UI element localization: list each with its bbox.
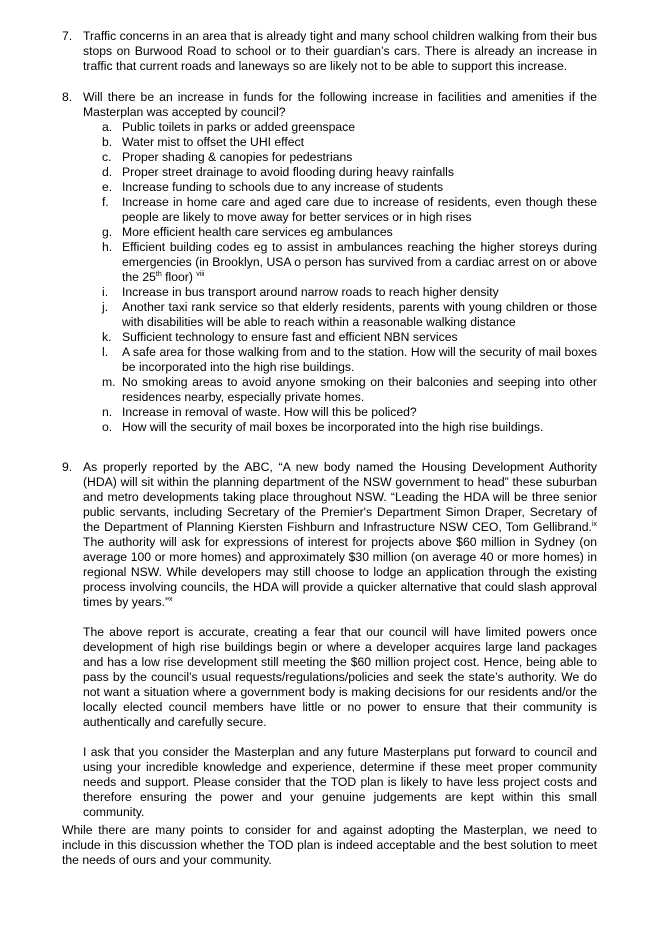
item-text: Traffic concerns in an area that is already tight and many school children walking from their bus stops on Burwood Road to school or to their guardian’s cars. There is already an increase in traffic that current roads and laneways so are likely not to be able to support this increase. — [83, 29, 597, 73]
sublist-item-m: m. No smoking areas to avoid anyone smoking on their balconies and seeping into other residences nearby, especially private homes. — [102, 375, 597, 404]
closing-paragraph: While there are many points to consider for and against adopting the Masterplan, we need to include in this discussion whether the TOD plan is indeed acceptable and the best solution to meet the needs of ours and your community. — [62, 823, 597, 867]
sublist-item-n: n. Increase in removal of waste. How will this be policed? — [102, 405, 417, 419]
item-intro: Will there be an increase in funds for the following increase in facilities and amenities if the Masterplan was accepted by council? — [83, 90, 597, 119]
sublist-item-j: j. Another taxi rank service so that elderly residents, parents with young children or those with disabilities will be able to reach within a reasonable walking distance — [102, 300, 597, 329]
sublist-item-a: a. Public toilets in parks or added greenspace — [102, 120, 356, 134]
sublist-item-f: f. Increase in home care and aged care due to increase of residents, even though these people are likely to move away for better services or in high rises — [102, 195, 597, 224]
sublist-item-o: o. How will the security of mail boxes be incorporated into the high rise buildings. — [102, 420, 544, 434]
sublist-item-h: h. Efficient building codes eg to assist in ambulances reaching the higher storeys during emergencies (in Brooklyn, USA o person has survived from a cardiac arrest on or above the 25th floor) $^{viii}$ — [102, 240, 597, 284]
list-item-8 — [62, 90, 597, 435]
sublist-item-e: e. Increase funding to schools due to any increase of students — [102, 180, 444, 194]
item-number: 9. — [62, 460, 73, 474]
list-item-9 — [62, 460, 597, 820]
endnote-ref: ix — [591, 520, 597, 528]
paragraph: I ask that you consider the Masterplan and any future Masterplans put forward to council and using your incredible knowledge and experience, determine if these meet proper community needs and support. Please consider that the TOD plan is likely to have less project costs and therefore ensuring the power and your genuine judgements are kept within this small community. — [83, 745, 597, 819]
endnote-ref: x — [169, 595, 173, 603]
sublist-item-d: d. Proper street drainage to avoid flooding during heavy rainfalls — [102, 165, 454, 179]
sublist-item-l: l. A safe area for those walking from and to the station. How will the security of mail boxes be incorporated into the high rise buildings. — [102, 345, 597, 374]
superscript-th: th — [155, 270, 162, 278]
item-number: 7. — [62, 29, 73, 43]
quote-paragraph: As properly reported by the ABC, “A new body named the Housing Development Authority (HDA) will sit within the planning department of the NSW government to head” these suburban and metro developments taking place throughout NSW. “Leading the HDA will be three senior public servants, including Secretary of the Premier's Department Simon Draper, Secretary of the Department of Planning Kiersten Fishburn and Infrastructure NSW CEO, Tom Gellibrand.$^{ix}$ The authority will ask for expressions of interest for projects above $60 million in Sydney (on average 100 or more homes) and approximately $30 million (on average 40 or more homes) in regional NSW. While developers may still choose to lodge an application through the existing process involving councils, the HDA will provide a quicker alternative that could slash approval times by years.”$^x$ — [83, 460, 597, 609]
sublist-item-i: i. Increase in bus transport around narrow roads to reach higher density — [102, 285, 499, 299]
sublist-item-g: g. More efficient health care services eg ambulances — [102, 225, 393, 239]
list-item-7 — [62, 29, 597, 74]
paragraph: The above report is accurate, creating a fear that our council will have limited powers once development of high rise buildings begin or where a developer acquires large land packages and has a low rise development still meeting the $60 million project cost. Hence, being able to pass by the council’s usual requests/regulations/policies and seek the state’s authority. We do not want a situation where a government body is making decisions for our residents and/or the locally elected council members have little or no power to ensure that their community is authentically and carefully secure. — [83, 625, 597, 729]
endnote-ref: viii — [196, 270, 205, 278]
sublist-item-c: c. Proper shading & canopies for pedestrians — [102, 150, 353, 164]
sublist-item-b: b. Water mist to offset the UHI effect — [102, 135, 304, 149]
sublist-item-k: k. Sufficient technology to ensure fast and efficient NBN services — [102, 330, 458, 344]
item-number: 8. — [62, 90, 73, 104]
